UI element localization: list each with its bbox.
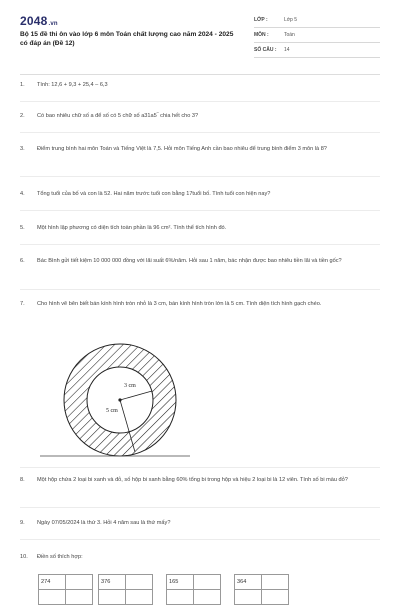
grid-cell (194, 590, 221, 605)
number-grid-1 (38, 574, 93, 605)
question-divider (20, 244, 380, 245)
meta-value: 14 (284, 47, 290, 53)
question-divider (20, 507, 380, 508)
site-logo[interactable]: 2048.vn (20, 14, 58, 28)
question-5 (20, 224, 380, 233)
question-divider (20, 101, 380, 102)
meta-row-class (254, 13, 380, 28)
grid-cell (262, 590, 289, 605)
meta-label: LỚP : (254, 17, 268, 23)
grid-cell (99, 590, 126, 605)
grid-cell (66, 590, 93, 605)
question-text: Ngày 07/05/2024 là thứ 3. Hỏi 4 năm sau là thứ mấy? (37, 520, 171, 526)
number-grid-2 (98, 574, 153, 605)
question-divider (20, 132, 380, 133)
question-divider (20, 210, 380, 211)
question-divider (20, 467, 380, 468)
question-number: 6. (20, 258, 25, 264)
grid-cell (167, 590, 194, 605)
question-2 (20, 112, 380, 121)
question-divider (20, 539, 380, 540)
question-number: 4. (20, 191, 25, 197)
grid-cell: 165 (167, 575, 194, 590)
question-text: Điểm trung bình hai môn Toán và Tiếng Việt là 7,5. Hỏi môn Tiếng Anh cần bao nhiêu để trung bình điểm 3 môn là 8? (37, 146, 327, 152)
question-10 (20, 553, 380, 562)
question-text: Tính: 12,6 + 9,3 + 25,4 – 6,3 (37, 82, 108, 88)
annulus-figure (40, 334, 190, 460)
question-number: 8. (20, 477, 25, 483)
question-number: 1. (20, 82, 25, 88)
meta-row-count (254, 43, 380, 58)
grid-cell (262, 575, 289, 590)
question-8 (20, 476, 380, 485)
grid-cell: 376 (99, 575, 126, 590)
question-divider (20, 289, 380, 290)
question-number: 9. (20, 520, 25, 526)
label-small-radius: 3 cm (124, 383, 136, 389)
question-1 (20, 81, 380, 90)
meta-value: Toán (284, 32, 295, 38)
question-6 (20, 257, 380, 266)
document-header (0, 0, 400, 70)
grid-cell (66, 575, 93, 590)
number-grid-3 (166, 574, 221, 605)
question-divider (20, 176, 380, 177)
question-number: 7. (20, 301, 25, 307)
question-text: Bác Bình gửi tiết kiệm 10 000 000 đồng với lãi suất 6%/năm. Hỏi sau 1 năm, bác nhận được bao nhiêu tiền lãi và tiền gốc? (37, 258, 342, 264)
question-number: 5. (20, 225, 25, 231)
meta-row-subject (254, 28, 380, 43)
meta-panel (254, 13, 380, 58)
grid-cell (194, 575, 221, 590)
question-4 (20, 190, 380, 199)
question-text: Điền số thích hợp: (37, 554, 83, 560)
grid-cell (235, 590, 262, 605)
grid-cell: 274 (39, 575, 66, 590)
question-text: Một hình lập phương có diện tích toàn phần là 96 cm². Tính thể tích hình đó. (37, 225, 227, 231)
meta-value: Lớp 5 (284, 17, 298, 23)
question-text: Có bao nhiêu chữ số a để số có 5 chữ số a31a5‾ chia hết cho 3? (37, 113, 199, 119)
label-large-radius: 5 cm (106, 408, 118, 414)
question-number: 10. (20, 554, 28, 560)
header-divider (20, 74, 380, 75)
question-7 (20, 300, 380, 309)
question-3 (20, 145, 380, 154)
number-grid-4 (234, 574, 289, 605)
question-text: Một hộp chứa 2 loại bi xanh và đỏ, số hộp bi xanh bằng 60% tổng bi trong hộp và hiệu 2 loại bi là 12 viên. Tính số bi màu đỏ? (37, 477, 348, 483)
grid-cell (126, 590, 153, 605)
question-text: Cho hình vẽ bên biết bán kính hình tròn nhỏ là 3 cm, bán kính hình tròn lớn là 5 cm. Tính diện tích hình gạch chéo. (37, 301, 322, 307)
meta-label: MÔN : (254, 32, 269, 38)
question-number: 3. (20, 146, 25, 152)
document-title: Bộ 15 đề thi ôn vào lớp 6 môn Toán chất lượng cao năm 2024 - 2025 có đáp án (Đề 12) (20, 31, 234, 47)
grid-cell (126, 575, 153, 590)
question-text: Tổng tuổi của bố và con là 52. Hai năm trước tuổi con bằng 17tuổi bố. Tính tuổi con hiện nay? (37, 191, 271, 197)
question-number: 2. (20, 113, 25, 119)
grid-cell (39, 590, 66, 605)
grid-cell: 364 (235, 575, 262, 590)
question-9 (20, 519, 380, 528)
meta-label: SỐ CÂU : (254, 47, 277, 53)
